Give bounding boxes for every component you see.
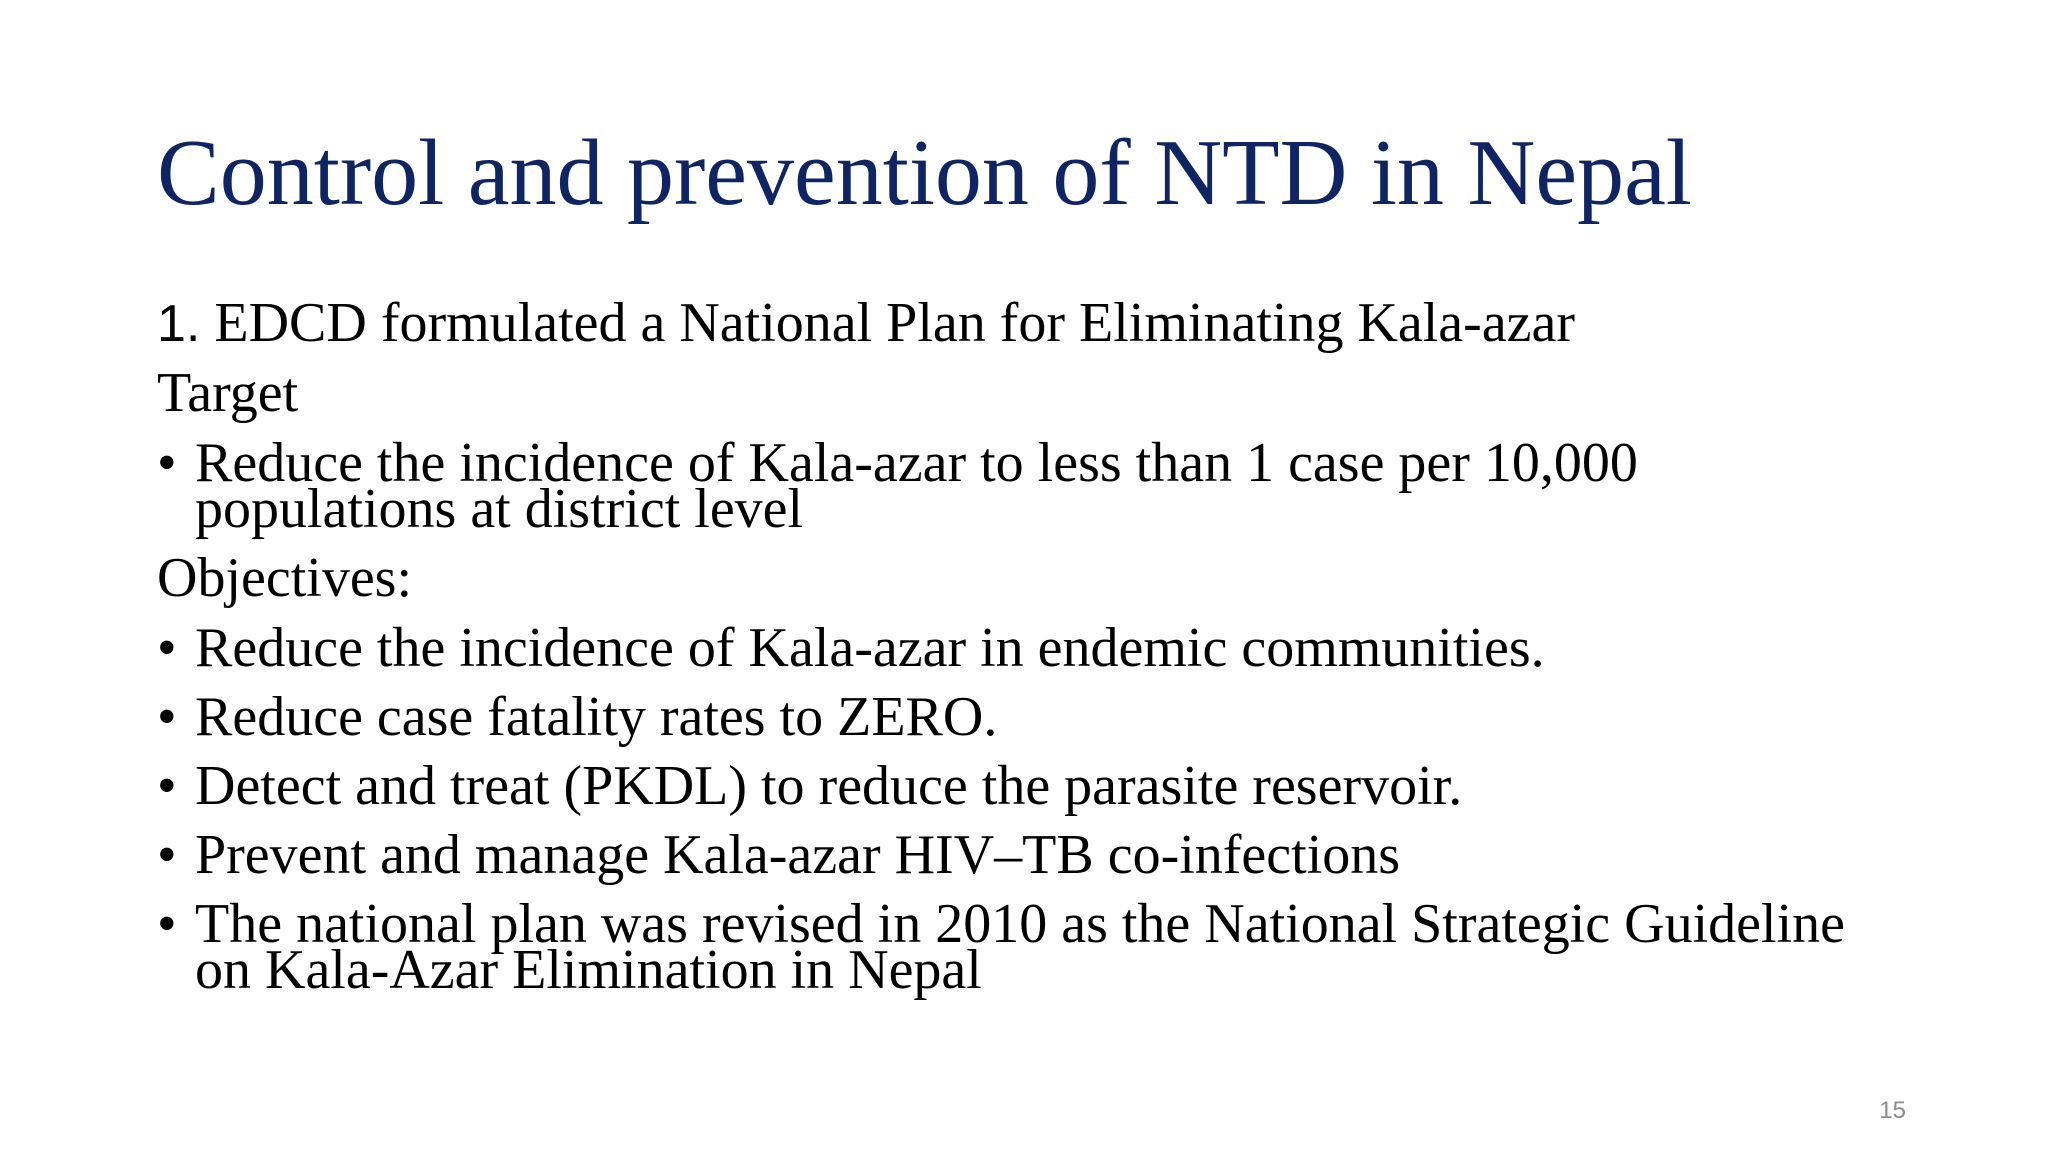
- bullet-icon: •: [157, 824, 177, 886]
- bullet-text: Reduce the incidence of Kala-azar in endemic communities.: [195, 617, 1545, 679]
- bullet-icon: •: [157, 755, 177, 817]
- target-heading: Target: [157, 362, 299, 424]
- bullet-icon: •: [157, 686, 177, 748]
- bullet-text-line: populations at district level: [195, 478, 804, 540]
- bullet-text-line: Reduce the incidence of Kala-azar to less than 1 case per 10,000: [195, 432, 1638, 494]
- point-text: EDCD formulated a National Plan for Eliminating Kala-azar: [200, 292, 1576, 354]
- bullet-text: Prevent and manage Kala-azar HIV–TB co-infections: [195, 824, 1401, 886]
- bullet-text-line: on Kala-Azar Elimination in Nepal: [195, 939, 982, 1001]
- bullet-icon: •: [157, 893, 177, 955]
- page-number: 15: [1879, 1097, 1906, 1124]
- slide-title: Control and prevention of NTD in Nepal: [157, 121, 1692, 225]
- point-number: 1.: [157, 295, 201, 353]
- objectives-heading: Objectives:: [157, 547, 413, 609]
- bullet-icon: •: [157, 617, 177, 679]
- bullet-text: Reduce case fatality rates to ZERO.: [195, 686, 998, 748]
- bullet-icon: •: [157, 432, 177, 494]
- bullet-text-line: The national plan was revised in 2010 as the National Strategic Guideline: [195, 893, 1845, 955]
- bullet-text: Detect and treat (PKDL) to reduce the parasite reservoir.: [195, 755, 1463, 817]
- numbered-point: [157, 292, 1576, 354]
